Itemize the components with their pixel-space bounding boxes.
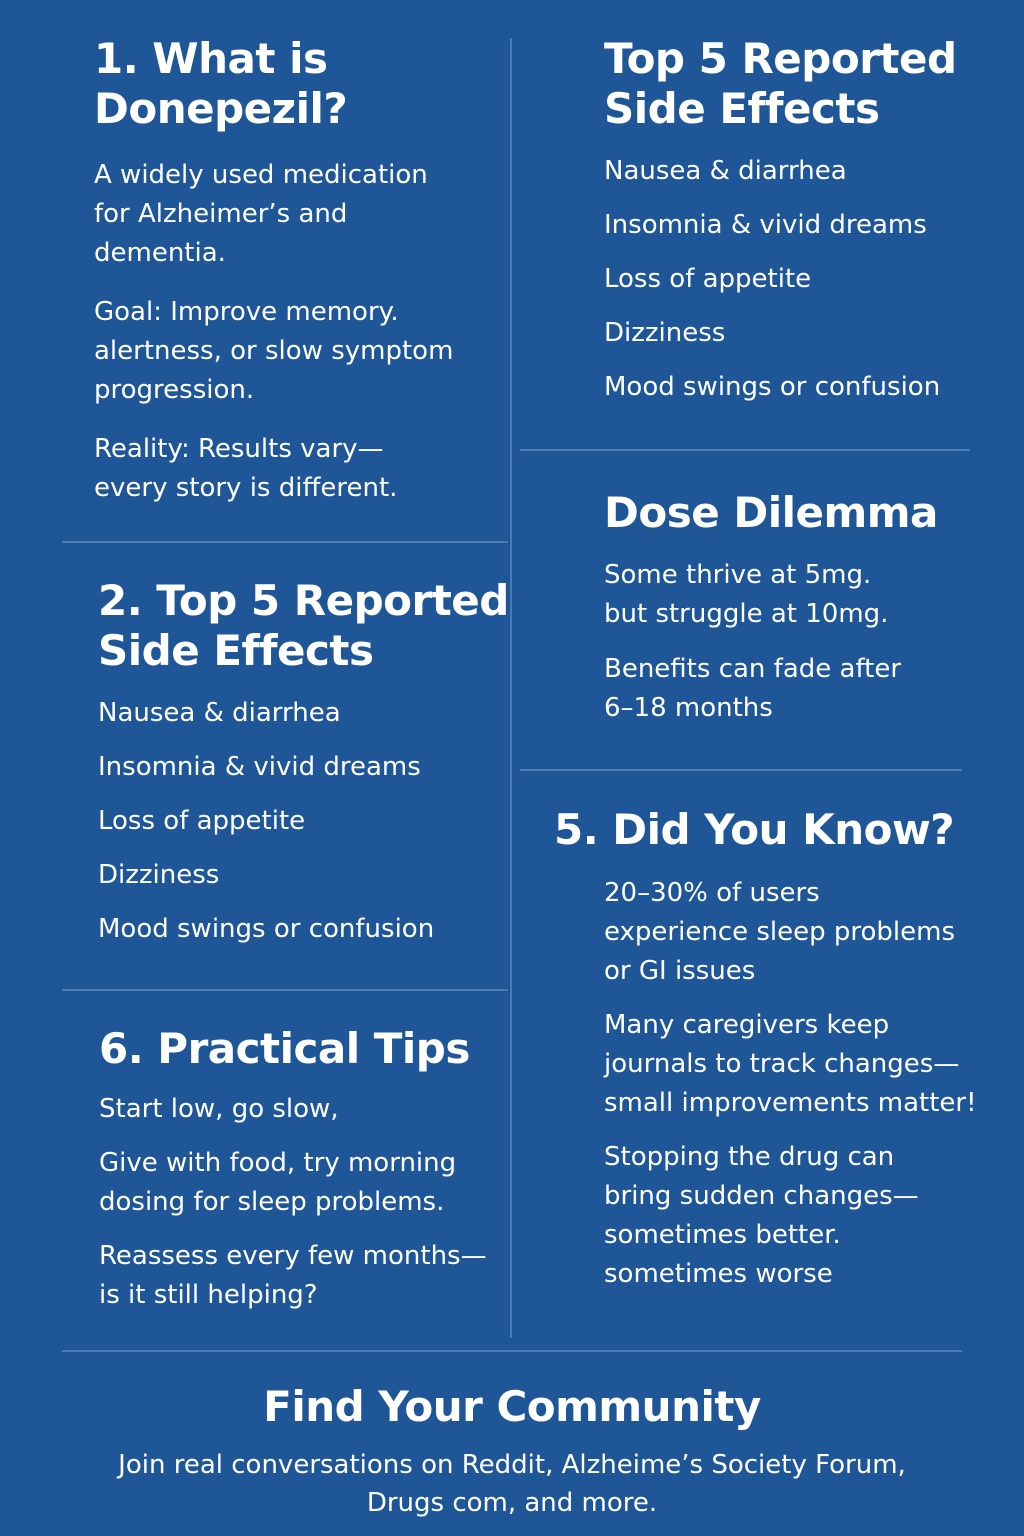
section1-title: 1. What is Donepezil? — [94, 34, 348, 133]
list-item: Insomnia & vivid dreams — [98, 752, 421, 782]
dose-para1: Some thrive at 5mg. but struggle at 10mg. — [604, 560, 889, 629]
divider-right-1 — [520, 449, 970, 451]
section5-body — [604, 874, 977, 1294]
section-practical-tips — [99, 1024, 487, 1315]
dose-title: Dose Dilemma — [604, 488, 938, 537]
list-item: Nausea & diarrhea — [98, 698, 341, 728]
community-text: Join real conversations on Reddit, Alzheime’s Society Forum, Drugs com, and more. — [118, 1450, 906, 1518]
section-top-5-side-effects — [98, 576, 509, 968]
section5-title: 5. Did You Know? — [554, 805, 955, 854]
divider-left-2 — [62, 989, 508, 991]
divider-right-2 — [520, 769, 962, 771]
section2-title: 2. Top 5 Reported Side Effects — [98, 576, 509, 675]
section5-para2: Many caregivers keep journals to track changes— small improvements matter! — [604, 1010, 977, 1118]
top-right-side-effects-list — [604, 156, 957, 426]
section6-title: 6. Practical Tips — [99, 1024, 470, 1073]
list-item: Loss of appetite — [98, 806, 306, 836]
tip-2: Give with food, try morning dosing for sleep problems. — [99, 1148, 457, 1217]
list-item: Insomnia & vivid dreams — [604, 210, 927, 240]
section-dose-dilemma — [604, 488, 938, 728]
section-what-is-donepezil — [94, 34, 453, 508]
section2-side-effects-list — [98, 698, 509, 968]
list-item: Mood swings or confusion — [98, 914, 435, 944]
section1-para2: Goal: Improve memory. alertness, or slow symptom progression. — [94, 297, 454, 405]
section-find-community — [0, 1382, 1024, 1522]
community-title: Find Your Community — [263, 1382, 761, 1431]
list-item: Nausea & diarrhea — [604, 156, 847, 186]
list-item: Loss of appetite — [604, 264, 812, 294]
section1-para3: Reality: Results vary— every story is different. — [94, 434, 398, 503]
top-right-title: Top 5 Reported Side Effects — [604, 34, 957, 133]
section5-para1: 20–30% of users experience sleep problems or GI issues — [604, 878, 956, 986]
tip-3: Reassess every few months— is it still helping? — [99, 1241, 487, 1310]
divider-left-1 — [62, 541, 508, 543]
tip-1: Start low, go slow, — [99, 1094, 339, 1124]
section1-para1: A widely used medication for Alzheimer’s and dementia. — [94, 160, 428, 268]
center-divider — [510, 38, 512, 1338]
dose-para2: Benefits can fade after 6–18 months — [604, 654, 902, 723]
section5-para3: Stopping the drug can bring sudden changes— sometimes better. sometimes worse — [604, 1142, 919, 1289]
list-item: Mood swings or confusion — [604, 372, 941, 402]
list-item: Dizziness — [98, 860, 220, 890]
section-did-you-know — [554, 805, 954, 855]
divider-bottom — [62, 1350, 962, 1352]
list-item: Dizziness — [604, 318, 726, 348]
section-top-right-side-effects — [604, 34, 957, 426]
